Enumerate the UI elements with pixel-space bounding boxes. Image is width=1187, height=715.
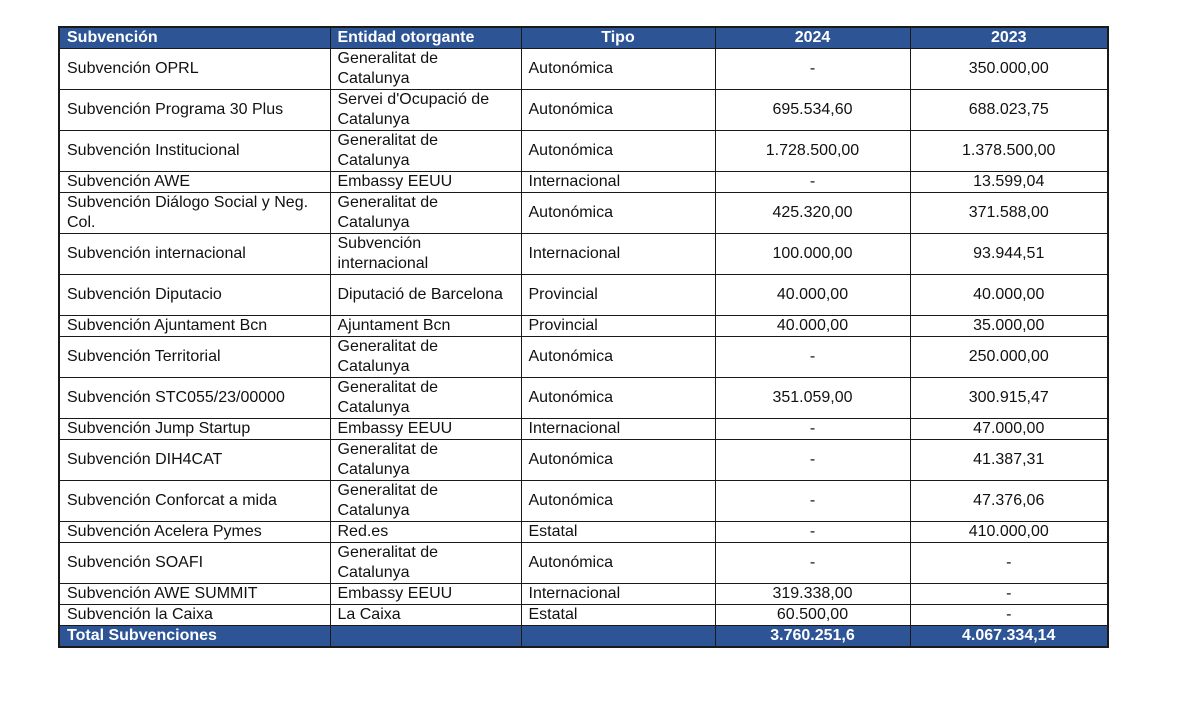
cell-entidad: Generalitat de Catalunya: [330, 440, 521, 481]
cell-entidad: Generalitat de Catalunya: [330, 193, 521, 234]
cell-subvencion: Subvención SOAFI: [59, 543, 330, 584]
total-entidad-empty: [330, 626, 521, 648]
table-row: [59, 49, 1108, 90]
table-row: [59, 584, 1108, 605]
cell-2024: 60.500,00: [715, 605, 910, 626]
table-row: [59, 90, 1108, 131]
cell-2024: -: [715, 419, 910, 440]
cell-subvencion: Subvención Territorial: [59, 337, 330, 378]
cell-subvencion: Subvención Acelera Pymes: [59, 522, 330, 543]
cell-entidad: Embassy EEUU: [330, 584, 521, 605]
cell-tipo: Autonómica: [521, 440, 715, 481]
cell-entidad: Embassy EEUU: [330, 419, 521, 440]
cell-tipo: Autonómica: [521, 337, 715, 378]
cell-subvencion: Subvención Programa 30 Plus: [59, 90, 330, 131]
grants-table: [58, 26, 1109, 648]
cell-2023: 41.387,31: [910, 440, 1108, 481]
cell-2023: -: [910, 543, 1108, 584]
table-row: [59, 440, 1108, 481]
cell-subvencion: Subvención la Caixa: [59, 605, 330, 626]
cell-2023: 47.000,00: [910, 419, 1108, 440]
cell-tipo: Internacional: [521, 584, 715, 605]
cell-tipo: Internacional: [521, 419, 715, 440]
cell-subvencion: Subvención Institucional: [59, 131, 330, 172]
cell-2023: 300.915,47: [910, 378, 1108, 419]
table-row: [59, 419, 1108, 440]
cell-2024: 40.000,00: [715, 316, 910, 337]
cell-tipo: Estatal: [521, 522, 715, 543]
cell-2023: 47.376,06: [910, 481, 1108, 522]
cell-tipo: Autonómica: [521, 543, 715, 584]
header-entidad: Entidad otorgante: [330, 27, 521, 49]
cell-2024: -: [715, 440, 910, 481]
cell-2023: 250.000,00: [910, 337, 1108, 378]
header-row: [59, 27, 1108, 49]
table-row: [59, 172, 1108, 193]
cell-2024: 100.000,00: [715, 234, 910, 275]
cell-tipo: Autonómica: [521, 378, 715, 419]
table-row: [59, 543, 1108, 584]
cell-2024: -: [715, 172, 910, 193]
cell-subvencion: Subvención OPRL: [59, 49, 330, 90]
table-footer: [59, 626, 1108, 648]
table-row: [59, 378, 1108, 419]
cell-2024: -: [715, 481, 910, 522]
cell-subvencion: Subvención AWE SUMMIT: [59, 584, 330, 605]
cell-2023: -: [910, 605, 1108, 626]
table-row: [59, 481, 1108, 522]
cell-entidad: Generalitat de Catalunya: [330, 337, 521, 378]
cell-tipo: Provincial: [521, 316, 715, 337]
cell-tipo: Autonómica: [521, 49, 715, 90]
total-2023: 4.067.334,14: [910, 626, 1108, 648]
cell-2024: -: [715, 543, 910, 584]
cell-2023: 35.000,00: [910, 316, 1108, 337]
cell-2023: 1.378.500,00: [910, 131, 1108, 172]
table-header: [59, 27, 1108, 49]
table-row: [59, 193, 1108, 234]
cell-entidad: Generalitat de Catalunya: [330, 378, 521, 419]
cell-entidad: Diputació de Barcelona: [330, 275, 521, 316]
cell-entidad: La Caixa: [330, 605, 521, 626]
cell-2024: 425.320,00: [715, 193, 910, 234]
cell-entidad: Generalitat de Catalunya: [330, 543, 521, 584]
header-subvencion: Subvención: [59, 27, 330, 49]
table-row: [59, 234, 1108, 275]
cell-subvencion: Subvención Conforcat a mida: [59, 481, 330, 522]
cell-entidad: Generalitat de Catalunya: [330, 481, 521, 522]
cell-2023: 410.000,00: [910, 522, 1108, 543]
cell-subvencion: Subvención internacional: [59, 234, 330, 275]
cell-subvencion: Subvención DIH4CAT: [59, 440, 330, 481]
table-row: [59, 605, 1108, 626]
cell-tipo: Autonómica: [521, 193, 715, 234]
cell-2024: -: [715, 337, 910, 378]
cell-tipo: Internacional: [521, 172, 715, 193]
cell-2024: 695.534,60: [715, 90, 910, 131]
cell-tipo: Autonómica: [521, 90, 715, 131]
total-row: [59, 626, 1108, 648]
cell-2023: 371.588,00: [910, 193, 1108, 234]
cell-entidad: Embassy EEUU: [330, 172, 521, 193]
cell-entidad: Red.es: [330, 522, 521, 543]
cell-subvencion: Subvención Diputacio: [59, 275, 330, 316]
cell-entidad: Subvención internacional: [330, 234, 521, 275]
cell-2024: 351.059,00: [715, 378, 910, 419]
cell-subvencion: Subvención STC055/23/00000: [59, 378, 330, 419]
table-row: [59, 131, 1108, 172]
table-row: [59, 275, 1108, 316]
table-body: [59, 49, 1108, 626]
header-2023: 2023: [910, 27, 1108, 49]
cell-2023: 350.000,00: [910, 49, 1108, 90]
cell-tipo: Autonómica: [521, 481, 715, 522]
cell-subvencion: Subvención Ajuntament Bcn: [59, 316, 330, 337]
cell-2023: 93.944,51: [910, 234, 1108, 275]
total-2024: 3.760.251,6: [715, 626, 910, 648]
cell-tipo: Provincial: [521, 275, 715, 316]
cell-subvencion: Subvención Jump Startup: [59, 419, 330, 440]
cell-2024: 1.728.500,00: [715, 131, 910, 172]
cell-tipo: Estatal: [521, 605, 715, 626]
cell-2023: 688.023,75: [910, 90, 1108, 131]
cell-entidad: Servei d'Ocupació de Catalunya: [330, 90, 521, 131]
cell-2024: 319.338,00: [715, 584, 910, 605]
cell-subvencion: Subvención Diálogo Social y Neg. Col.: [59, 193, 330, 234]
cell-2024: -: [715, 522, 910, 543]
header-tipo: Tipo: [521, 27, 715, 49]
table-row: [59, 316, 1108, 337]
cell-tipo: Internacional: [521, 234, 715, 275]
total-tipo-empty: [521, 626, 715, 648]
cell-tipo: Autonómica: [521, 131, 715, 172]
cell-2023: 40.000,00: [910, 275, 1108, 316]
table-row: [59, 337, 1108, 378]
table-row: [59, 522, 1108, 543]
cell-entidad: Generalitat de Catalunya: [330, 131, 521, 172]
cell-entidad: Generalitat de Catalunya: [330, 49, 521, 90]
cell-entidad: Ajuntament Bcn: [330, 316, 521, 337]
cell-2024: 40.000,00: [715, 275, 910, 316]
cell-subvencion: Subvención AWE: [59, 172, 330, 193]
total-label: Total Subvenciones: [59, 626, 330, 648]
cell-2024: -: [715, 49, 910, 90]
cell-2023: 13.599,04: [910, 172, 1108, 193]
header-2024: 2024: [715, 27, 910, 49]
cell-2023: -: [910, 584, 1108, 605]
